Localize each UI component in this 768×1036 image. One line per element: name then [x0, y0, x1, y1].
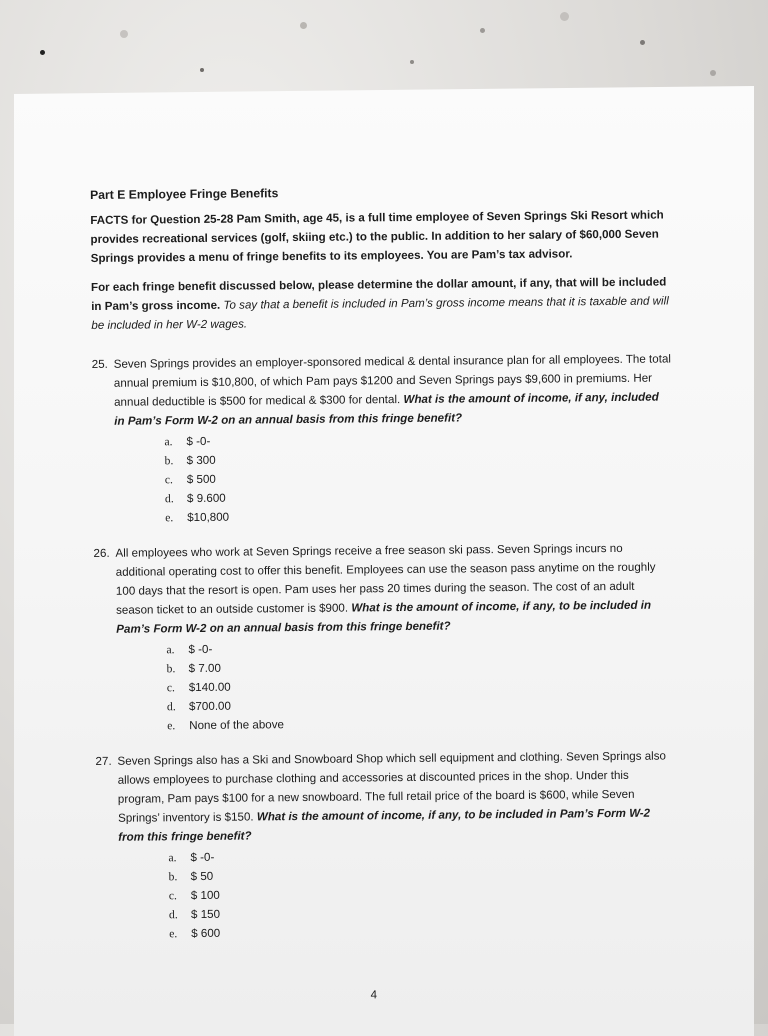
- answer-option: e. $10,800: [165, 510, 230, 525]
- question-prompt: What is the amount of income, if any, to be included in Pam’s Form W-2 on an annual basis from this fringe benefit?: [116, 598, 652, 636]
- question-body: [114, 349, 673, 430]
- facts-paragraph: FACTS for Question 25-28 Pam Smith, age 45, is a full time employee of Seven Springs Ski Resort which provides recreational services (golf, skiing etc.) to the public. In addition to her salary of $60,000 Seven Springs provides a menu of fringe benefits to its employees. You are Pam’s tax advisor.: [90, 208, 664, 265]
- answer-option: b. $ 300: [164, 453, 216, 468]
- answer-option: d. $ 150: [168, 907, 221, 922]
- question-prompt: What is the amount of income, if any, included in Pam’s Form W-2 on an annual basis from this fringe benefit?: [114, 390, 659, 428]
- answer-options: [166, 635, 675, 735]
- document-page: [90, 180, 678, 1007]
- instructions-italic: To say that a benefit is included in Pam’s gross income means that it is taxable and will be included in her W-2 wages.: [91, 294, 669, 332]
- answer-option: d. $700.00: [166, 699, 231, 714]
- answer-option: b. $ 7.00: [166, 661, 221, 676]
- question-text: Seven Springs also has a Ski and Snowboard Shop which sell equipment and clothing. Seven Springs also allows employees to purchase clothing and accessories at discounted prices in the shop. Under this program, Pam pays $100 for a new snowboard. The full retail price of the board is $600, while Seven Springs’ inventory is $150.: [117, 749, 667, 825]
- question-26: [93, 538, 675, 736]
- answer-option: a. $ -0-: [164, 434, 211, 449]
- question-body: [115, 538, 674, 638]
- answer-option: a. $ -0-: [166, 642, 213, 657]
- answer-options: [164, 427, 673, 527]
- instructions-bold: For each fringe benefit discussed below, please determine the dollar amount, if any, that will be included in Pam’s gross income.: [90, 275, 667, 313]
- answer-option: a. $ -0-: [168, 850, 215, 865]
- question-25: [92, 349, 674, 528]
- question-number: 25.: [91, 357, 108, 371]
- answer-option: b. $ 50: [168, 869, 214, 884]
- page-number: 4: [370, 988, 378, 1002]
- answer-option: e. $ 600: [169, 926, 221, 941]
- answer-options: [168, 843, 677, 943]
- answer-option: c. $140.00: [166, 680, 231, 695]
- question-text: All employees who work at Seven Springs receive a free season ski pass. Seven Springs incurs no additional operating cost to offer this benefit. Employees can use the season pass anytime on the roughly 100 days that the resort is open. Pam uses her pass 20 times during the season. The cost of an adult season ticket to an outside customer is $900.: [115, 541, 656, 617]
- section-title: Part E Employee Fringe Benefits: [90, 186, 279, 202]
- answer-option: e. None of the above: [167, 718, 285, 733]
- question-body: [117, 746, 676, 846]
- instructions-paragraph: [91, 272, 672, 335]
- question-prompt: What is the amount of income, if any, to be included in Pam’s Form W-2 from this fringe benefit?: [118, 806, 651, 844]
- question-27: [95, 746, 677, 944]
- question-number: 26.: [93, 546, 110, 560]
- question-number: 27.: [95, 754, 112, 768]
- answer-option: d. $ 9.600: [164, 491, 226, 506]
- question-text: Seven Springs provides an employer-sponsored medical & dental insurance plan for all employees. The total annual premium is $10,800, of which Pam pays $1200 and Seven Springs pays $9,600 in premiums. Her annual deductible is $500 for medical & $300 for dental.: [113, 352, 671, 409]
- answer-option: c. $ 500: [164, 472, 216, 487]
- answer-option: c. $ 100: [168, 888, 220, 903]
